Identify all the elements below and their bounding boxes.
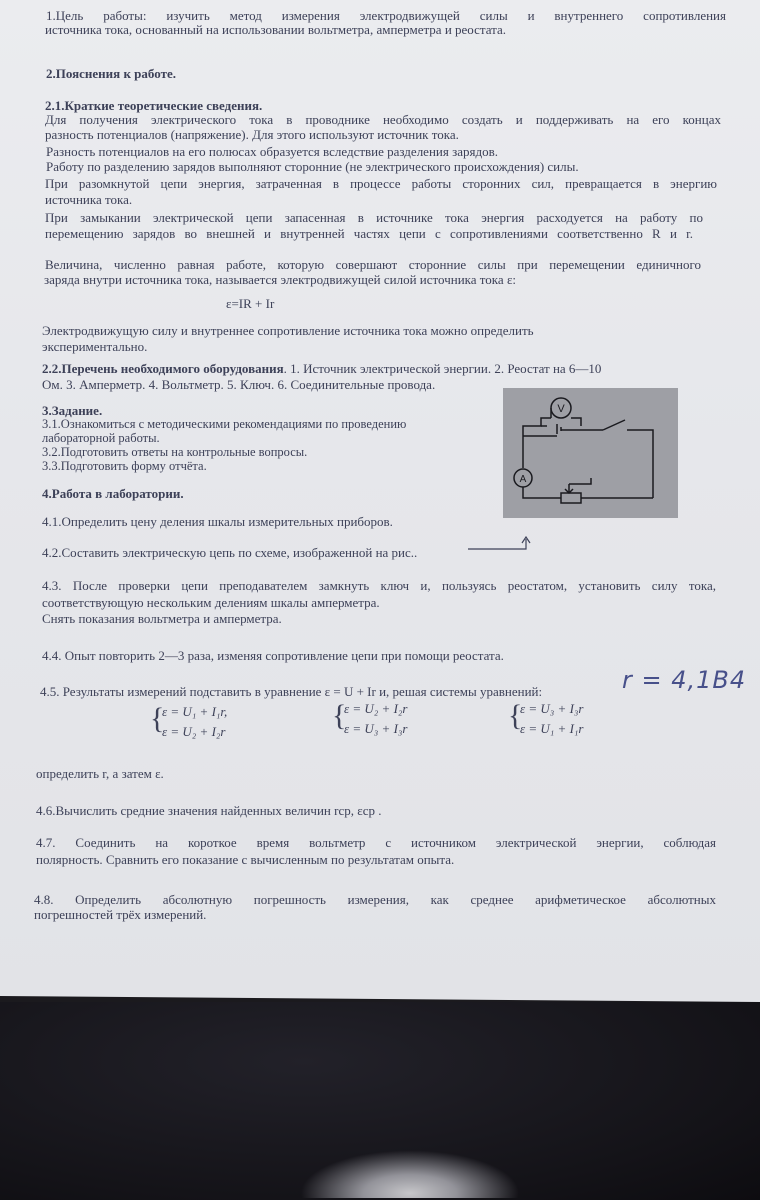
theory-line: При замыкании электрической цепи запасенная в источнике тока энергия расходуется на работу по	[45, 210, 703, 225]
theory-line: Работу по разделению зарядов выполняют сторонние (не электрического происхождения) силы.	[46, 159, 579, 174]
task-item: лабораторной работы.	[42, 431, 160, 445]
equation: ε = U₂ + I₂r	[344, 701, 408, 716]
left-brace-icon: {	[332, 699, 347, 732]
task-item: 3.2.Подготовить ответы на контрольные вопросы.	[42, 445, 308, 459]
theory-line: При разомкнутой цепи энергия, затраченная в процессе работы сторонних сил, превращается в энергию	[45, 176, 717, 191]
lab-work-title: 4.Работа в лаборатории.	[42, 486, 184, 501]
step-4-3-line: соответствующую нескольким делениям шкалы амперметра.	[42, 595, 380, 610]
equation: ε = U₂ + I₂r	[162, 724, 226, 739]
circuit-diagram	[503, 388, 678, 518]
equipment-list-part1: . 1. Источник электрической энергии. 2. Реостат на 6—10	[283, 361, 602, 376]
section21-title: 2.1.Краткие теоретические сведения.	[45, 98, 263, 113]
equipment-title: 2.2.Перечень необходимого оборудования	[42, 361, 284, 376]
voltmeter-label: V	[557, 403, 565, 415]
fabric-highlight	[300, 1150, 520, 1198]
theory-line: источника тока.	[45, 192, 133, 207]
equation-system-3	[508, 697, 628, 741]
step-4-3-line: 4.3. После проверки цепи преподавателем замкнуть ключ и, пользуясь реостатом, установить силу тока,	[42, 578, 716, 593]
step-4-6: 4.6.Вычислить средние значения найденных величин rср, εср .	[36, 803, 382, 818]
step-4-1: 4.1.Определить цену деления шкалы измерительных приборов.	[42, 514, 393, 529]
step-4-8-line: 4.8. Определить абсолютную погрешность измерения, как среднее арифметическое абсолютных	[34, 892, 716, 907]
equation-system-1	[150, 700, 270, 744]
step-4-4: 4.4. Опыт повторить 2—3 раза, изменяя сопротивление цепи при помощи реостата.	[42, 648, 504, 663]
section1-line2: источника тока, основанный на использовании вольтметра, амперметра и реостата.	[45, 22, 507, 37]
task-item: 3.1.Ознакомиться с методическими рекомендациями по проведению	[42, 417, 407, 431]
handwritten-note: r = 4,1В4	[622, 666, 747, 694]
experiment-line: Электродвижущую силу и внутреннее сопротивление источника тока можно определить	[42, 323, 534, 338]
equipment-line1	[42, 361, 601, 376]
step-4-8-line: погрешностей трёх измерений.	[34, 907, 207, 922]
equation-system-2	[332, 697, 452, 741]
equation: ε = U₁ + I₁r,	[162, 704, 228, 719]
step-4-2: 4.2.Составить электрическую цепь по схеме, изображенной на рис..	[42, 545, 418, 560]
theory-line: Для получения электрического тока в проводнике необходимо создать и поддерживать на его концах	[45, 112, 721, 127]
task-item: 3.3.Подготовить форму отчёта.	[42, 459, 207, 473]
arrow-to-figure-icon	[466, 536, 536, 554]
step-4-5-conclusion: определить r, а затем ε.	[36, 766, 164, 781]
task-title: 3.Задание.	[42, 403, 103, 418]
emf-definition-line: Величина, численно равная работе, которую совершают сторонние силы при перемещении единичного	[45, 257, 701, 272]
theory-line: перемещению зарядов во внешней и внутренней частях цепи с сопротивлениями соответственно R и r.	[45, 226, 693, 241]
equation: ε = U₃ + I₃r	[344, 721, 408, 736]
step-4-3-line: Снять показания вольтметра и амперметра.	[42, 611, 282, 626]
theory-line: Разность потенциалов на его полюсах образуется вследствие разделения зарядов.	[46, 144, 498, 159]
equation: ε = U₃ + I₃r	[520, 701, 584, 716]
step-4-5: 4.5. Результаты измерений подставить в уравнение ε = U + Ir и, решая системы уравнений:	[40, 684, 543, 699]
step-4-7-line: 4.7. Соединить на короткое время вольтметр с источником электрической энергии, соблюдая	[36, 835, 716, 850]
left-brace-icon: {	[150, 702, 165, 735]
equation: ε = U₁ + I₁r	[520, 721, 584, 736]
ammeter-label: A	[519, 474, 527, 485]
theory-line: разность потенциалов (напряжение). Для этого используют источник тока.	[45, 127, 459, 142]
experiment-line: экспериментально.	[42, 339, 148, 354]
step-4-7-line: полярность. Сравнить его показание с вычисленным по результатам опыта.	[36, 852, 455, 867]
left-brace-icon: {	[508, 699, 523, 732]
emf-formula: ε=IR + Ir	[226, 296, 275, 311]
circuit-schematic	[503, 388, 678, 518]
equipment-line2: Ом. 3. Амперметр. 4. Вольтметр. 5. Ключ. 6. Соединительные провода.	[42, 377, 436, 392]
emf-definition-line: заряда внутри источника тока, называется электродвижущей силой источника тока ε:	[44, 272, 517, 287]
section1-line1: 1.Цель работы: изучить метод измерения электродвижущей силы и внутреннего сопротивления	[46, 8, 726, 23]
section2-title: 2.Пояснения к работе.	[46, 66, 176, 81]
